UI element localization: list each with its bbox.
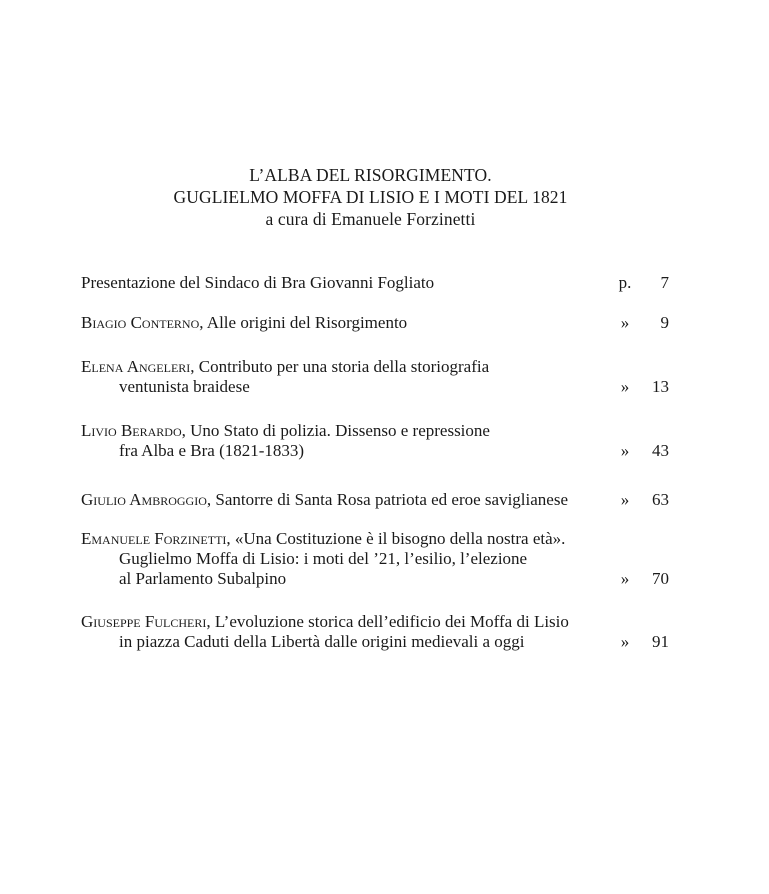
ditto-mark: » bbox=[620, 377, 630, 396]
ditto-mark: » bbox=[620, 632, 630, 651]
ditto-mark: » bbox=[620, 313, 630, 332]
entry-title-continued: Guglielmo Moffa di Lisio: i moti del ’21, l’esilio, l’elezione bbox=[119, 549, 528, 568]
page-number: 13 bbox=[652, 377, 669, 396]
entry-title: , «Una Costituzione è il bisogno della nostra età». bbox=[226, 529, 566, 548]
entry-title: , Uno Stato di polizia. Dissenso e repressione bbox=[181, 421, 490, 440]
entry-author: Giulio Ambroggio bbox=[81, 490, 207, 509]
entry-title: , Alle origini del Risorgimento bbox=[199, 313, 408, 332]
toc-entry-line bbox=[81, 569, 681, 589]
toc-entry-line bbox=[81, 273, 681, 293]
volume-editor: a cura di Emanuele Forzinetti bbox=[265, 209, 476, 229]
entry-title-continued: fra Alba e Bra (1821-1833) bbox=[119, 441, 305, 460]
entry-author: Giuseppe Fulcheri bbox=[81, 612, 207, 631]
entry-title-continued: ventunista braidese bbox=[119, 377, 250, 396]
page-number: 63 bbox=[652, 490, 669, 509]
page-number: 91 bbox=[652, 632, 669, 651]
entry-title: , Contributo per una storia della storiografia bbox=[190, 357, 490, 376]
entry-title-continued: in piazza Caduti della Libertà dalle origini medievali a oggi bbox=[119, 632, 525, 651]
entry-author: Elena Angeleri bbox=[81, 357, 191, 376]
entry-author: Emanuele Forzinetti bbox=[81, 529, 227, 548]
toc-entry-line bbox=[81, 377, 681, 397]
toc-entry-line bbox=[81, 612, 681, 632]
toc-entry-line bbox=[81, 441, 681, 461]
toc-entry-line bbox=[81, 549, 681, 569]
entry-author: Livio Berardo bbox=[81, 421, 182, 440]
volume-title: L’ALBA DEL RISORGIMENTO. bbox=[249, 165, 492, 185]
toc-entry-line bbox=[81, 357, 681, 377]
toc-entry-conterno[interactable] bbox=[81, 313, 681, 333]
toc-entry-angeleri[interactable] bbox=[81, 357, 681, 397]
page-prefix: p. bbox=[618, 273, 632, 292]
entry-title: Presentazione del Sindaco di Bra Giovanni Fogliato bbox=[81, 273, 435, 292]
ditto-mark: » bbox=[620, 490, 630, 509]
page-number: 43 bbox=[652, 441, 669, 460]
entry-author: Biagio Conterno bbox=[81, 313, 200, 332]
toc-entry-line bbox=[81, 490, 681, 510]
entry-title-continued: al Parlamento Subalpino bbox=[119, 569, 287, 588]
toc-entry-fulcheri[interactable] bbox=[81, 612, 681, 652]
page-number: 9 bbox=[660, 313, 669, 332]
toc-entry-berardo[interactable] bbox=[81, 421, 681, 461]
entry-title: , L’evoluzione storica dell’edificio dei Moffa di Lisio bbox=[206, 612, 569, 631]
page-number: 7 bbox=[660, 273, 669, 292]
toc-entry-line bbox=[81, 529, 681, 549]
entry-title: , Santorre di Santa Rosa patriota ed eroe saviglianese bbox=[206, 490, 568, 509]
toc-entry-line bbox=[81, 632, 681, 652]
toc-entry-forzinetti[interactable] bbox=[81, 529, 681, 589]
volume-subtitle: GUGLIELMO MOFFA DI LISIO E I MOTI DEL 1821 bbox=[173, 187, 568, 207]
ditto-mark: » bbox=[620, 569, 630, 588]
page-number: 70 bbox=[652, 569, 669, 588]
volume-title-block bbox=[0, 164, 741, 230]
ditto-mark: » bbox=[620, 441, 630, 460]
toc-entry-ambroggio[interactable] bbox=[81, 490, 681, 510]
toc-entry-line bbox=[81, 421, 681, 441]
toc-entry-line bbox=[81, 313, 681, 333]
toc-entry-presentation[interactable] bbox=[81, 273, 681, 293]
